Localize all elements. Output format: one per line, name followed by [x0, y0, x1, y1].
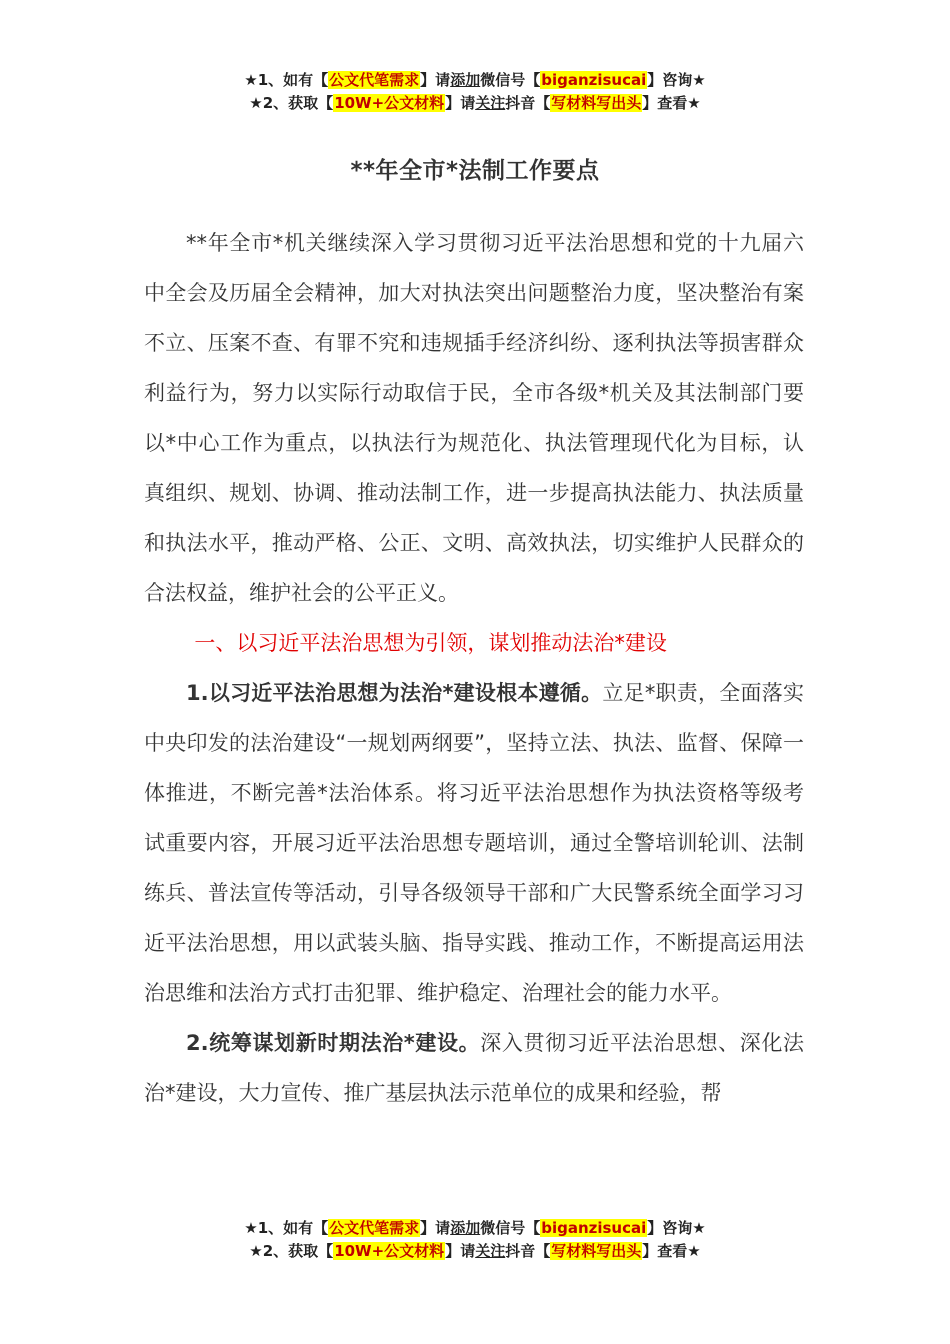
banner-text: 微信号【	[480, 71, 541, 89]
banner-text: ★2、获取【	[249, 1242, 334, 1260]
banner-highlight: 写材料写出头	[551, 1242, 642, 1260]
banner-text: 抖音【	[505, 1242, 551, 1260]
banner-text: 】请	[420, 71, 451, 89]
banner-line-2	[0, 92, 950, 115]
item-body-2: 深入贯彻习近平法治思想、深化法治*建设，大力宣传、推广基层执法示范单位的成果和经验，帮	[144, 1031, 804, 1105]
item-lead-2: 2.统筹谋划新时期法治*建设。	[186, 1031, 481, 1055]
intro-paragraph: **年全市*机关继续深入学习贯彻习近平法治思想和党的十九届六中全会及历届全会精神，加大对执法突出问题整治力度，坚决整治有案不立、压案不查、有罪不究和违规插手经济纠纷、逐利执法等损害群众利益行为，努力以实际行动取信于民，全市各级*机关及其法制部门要以*中心工作为重点，以执法行为规范化、执法管理现代化为目标，认真组织、规划、协调、推动法制工作，进一步提高执法能力、执法质量和执法水平，推动严格、公正、文明、高效执法，切实维护人民群众的合法权益，维护社会的公平正义。	[144, 231, 804, 605]
banner-highlight: 公文代笔需求	[329, 1219, 420, 1237]
banner-text: 微信号【	[480, 1219, 541, 1237]
section-heading-1: 一、以习近平法治思想为引领，谋划推动法治*建设	[194, 631, 667, 655]
banner-text: ★1、如有【	[244, 1219, 329, 1237]
banner-highlight: biganzisucai	[541, 1219, 647, 1237]
banner-text: 】请	[445, 94, 476, 112]
banner-highlight: 10W+公文材料	[334, 1242, 445, 1260]
banner-text: 】查看★	[642, 1242, 701, 1260]
item-paragraph-2	[144, 1018, 804, 1118]
item-lead-1: 1.以习近平法治思想为法治*建设根本遵循。	[186, 681, 603, 705]
banner-text: ★1、如有【	[244, 71, 329, 89]
banner-underline: 添加	[450, 71, 481, 89]
banner-highlight: 写材料写出头	[551, 94, 642, 112]
banner-text: 抖音【	[505, 94, 551, 112]
banner-text: 】请	[420, 1219, 451, 1237]
banner-text: 】查看★	[642, 94, 701, 112]
banner-line-1	[0, 1217, 950, 1240]
bottom-banner	[0, 1217, 950, 1263]
item-body-1: 立足*职责，全面落实中央印发的法治建设“一规划两纲要”，坚持立法、执法、监督、保障一体推进，不断完善*法治体系。将习近平法治思想作为执法资格等级考试重要内容，开展习近平法治思想专题培训，通过全警培训轮训、法制练兵、普法宣传等活动，引导各级领导干部和广大民警系统全面学习习近平法治思想，用以武装头脑、指导实践、推动工作，不断提高运用法治思维和法治方式打击犯罪、维护稳定、治理社会的能力水平。	[144, 681, 804, 1005]
banner-text: ★2、获取【	[249, 94, 334, 112]
document-body	[144, 218, 804, 1118]
banner-underline: 添加	[450, 1219, 481, 1237]
banner-text: 】请	[445, 1242, 476, 1260]
banner-text: 】咨询★	[647, 1219, 706, 1237]
top-banner	[0, 69, 950, 115]
banner-highlight: 公文代笔需求	[329, 71, 420, 89]
banner-highlight: biganzisucai	[541, 71, 647, 89]
banner-highlight: 10W+公文材料	[334, 94, 445, 112]
document-title: **年全市*法制工作要点	[350, 158, 600, 184]
banner-text: 】咨询★	[647, 71, 706, 89]
banner-underline: 关注	[475, 94, 506, 112]
banner-underline: 关注	[475, 1242, 506, 1260]
banner-line-2	[0, 1240, 950, 1263]
item-paragraph-1	[144, 668, 804, 1018]
banner-line-1	[0, 69, 950, 92]
